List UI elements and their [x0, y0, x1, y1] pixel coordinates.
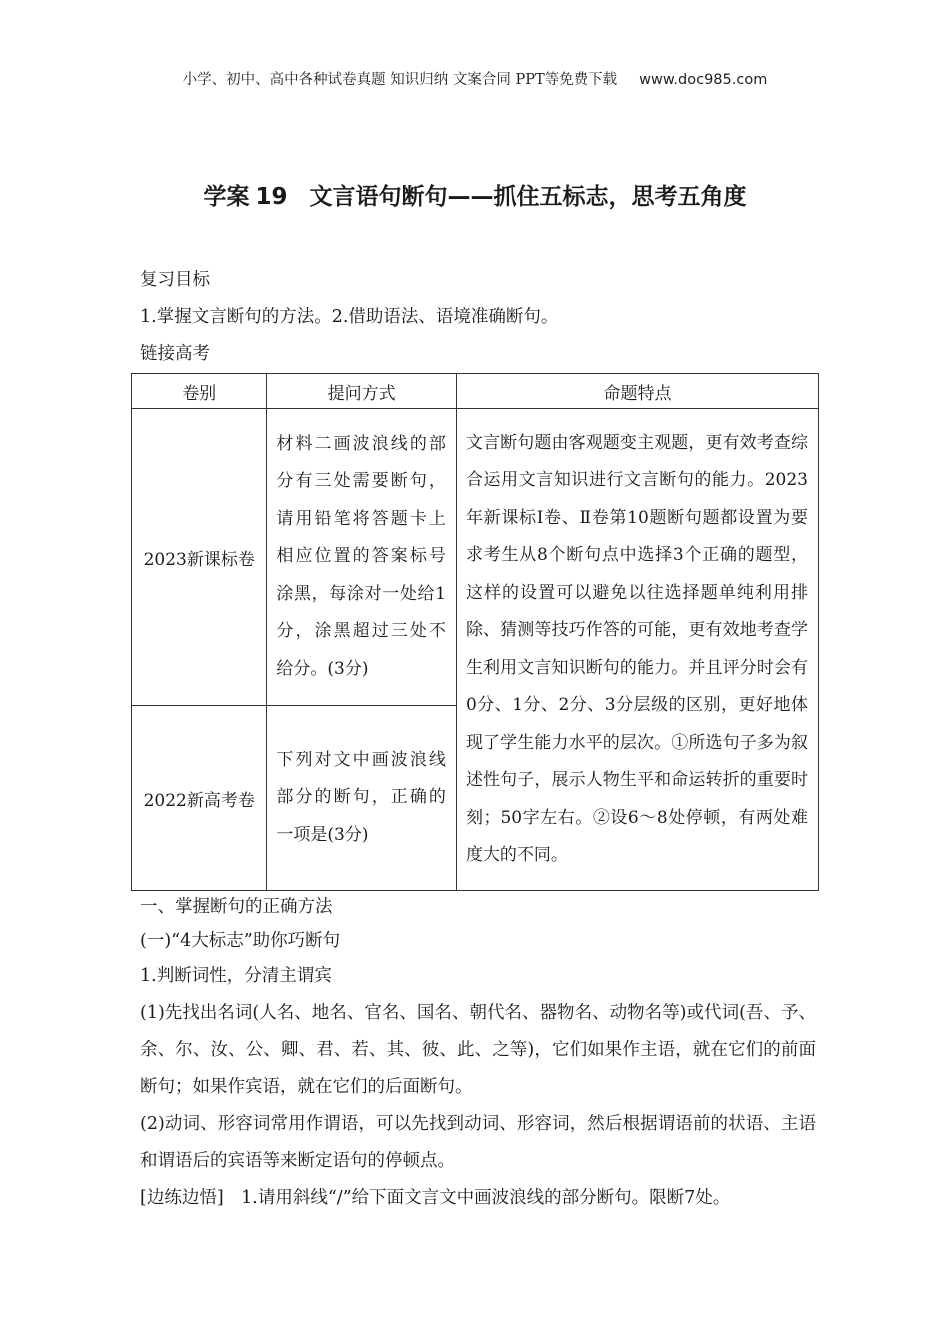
review-section: [140, 262, 820, 373]
table-cell-question: [267, 706, 457, 891]
paragraph-2: (2)动词、形容词常用作谓语，可以先找到动词、形容词，然后根据谓语前的状语、主语和谓语后的宾语等来断定语句的停顿点。: [140, 1114, 816, 1171]
section-heading: 一、掌握断句的正确方法: [140, 897, 333, 917]
point-heading: 1.判断词性，分清主谓宾: [140, 966, 332, 986]
table-header-row: [132, 374, 819, 409]
header-site[interactable]: www.doc985.com: [639, 72, 768, 88]
table-cell-paper: 2023新课标卷: [132, 409, 267, 706]
table-header: 命题特点: [456, 374, 818, 409]
title-number: 19: [255, 184, 288, 210]
table-row: [132, 409, 819, 706]
method-section: [140, 890, 820, 1217]
page-title: [0, 178, 950, 211]
review-heading: 复习目标: [140, 270, 210, 290]
table-header: 提问方式: [267, 374, 457, 409]
paragraph-1: (1)先找出名词(人名、地名、官名、国名、朝代名、器物名、动物名等)或代词(吾、予、余、尔、汝、公、卿、君、若、其、彼、此、之等)，它们如果作主语，就在它们的前面断句；如果作宾语，就在它们的后面断句。: [140, 1003, 816, 1097]
table-cell-paper: 2022新高考卷: [132, 706, 267, 891]
link-heading: 链接高考: [140, 344, 210, 364]
question-text: 下列对文中画波浪线部分的断句，正确的一项是(3分): [276, 749, 446, 845]
title-main: 文言语句断句——抓住五标志，思考五角度: [309, 184, 747, 210]
question-text: 材料二画波浪线的部分有三处需要断句，请用铅笔将答题卡上相应位置的答案标号涂黑，每涂对一处给1分，涂黑超过三处不给分。(3分): [276, 433, 446, 679]
header-text: 小学、初中、高中各种试卷真题 知识归纳 文案合同 PPT等免费下载: [182, 72, 618, 88]
title-prefix: 学案: [203, 184, 250, 210]
page-header: [0, 68, 950, 89]
table-cell-question: [267, 409, 457, 706]
review-goals: 1.掌握文言断句的方法。2.借助语法、语境准确断句。: [140, 307, 559, 327]
practice-line: [边练边悟] 1.请用斜线“/”给下面文言文中画波浪线的部分断句。限断7处。: [140, 1188, 731, 1208]
table-cell-feature: [456, 409, 818, 891]
subsection-heading: (一)“4大标志”助你巧断句: [140, 931, 341, 951]
table-header: 卷别: [132, 374, 267, 409]
exam-table: [131, 373, 819, 891]
feature-text: 文言断句题由客观题变主观题，更有效考查综合运用文言知识进行文言断句的能力。2023年新课标Ⅰ卷、Ⅱ卷第10题断句题都设置为要求考生从8个断句点中选择3个正确的题型，这样的设置可以避免以往选择题单纯利用排除、猜测等技巧作答的可能，更有效地考查学生利用文言知识断句的能力。并且评分时会有0分、1分、2分、3分层级的区别，更好地体现了学生能力水平的层次。①所选句子多为叙述性句子，展示人物生平和命运转折的重要时刻；50字左右。②设6～8处停顿，有两处难度大的不同。: [465, 432, 808, 865]
